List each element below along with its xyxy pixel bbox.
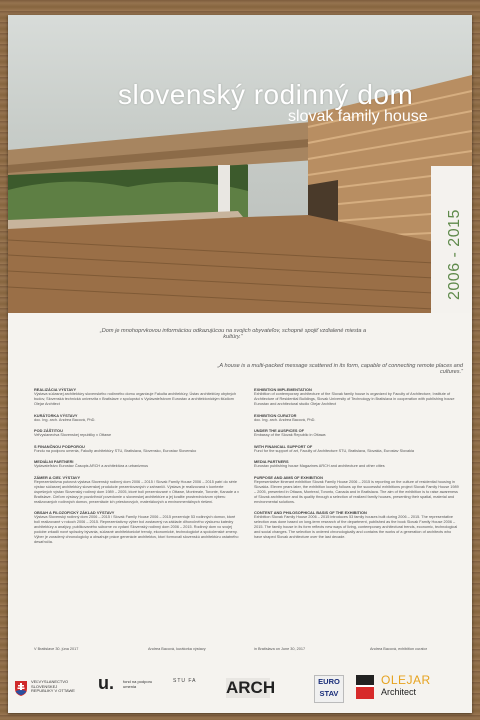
section-text: Eurostav publishing house Magazines ARCH and architecture and other cities (254, 464, 385, 468)
section-zamer (34, 475, 240, 505)
section-text: Veľvyslanectva Slovenskej republiky v Ottawe (34, 433, 112, 437)
section-text: Fund for the support of art, Faculty of Architecture STU, Bratislava, Slovakia, Eurostav Slovakia (254, 448, 414, 453)
fond-logo-text: fond na podporu umenia (123, 679, 153, 689)
section-heading: WITH FINANCIAL SUPPORT OF (254, 443, 313, 449)
section-curator (254, 413, 460, 423)
section-heading: KURÁTORKA VÝSTAVY (34, 412, 78, 418)
section-heading: CONTENT AND PHILOSOPHICAL BASIS OF THE EXHIBITION (254, 510, 367, 515)
section-text: Exhibition Slovak Family House 2006 – 2015 introduces 53 family houses built during 2006 – 2015. The representative selection was done based on long-term research of the department, published as the book Slovak Family House 2006 – 2015. The family house in its form reflects new ways of living, contemporary architectural trends, economic, technological and social changes. The selection is ordered chronologically and contains the works of a generation of architects who have shaped Slovak architecture over the last decade. (254, 515, 458, 539)
section-kuratorka (34, 413, 240, 423)
section-heading: EXHIBITION IMPLEMENTATION (254, 387, 312, 392)
section-content (254, 510, 460, 540)
section-implementation (254, 387, 460, 407)
fond-logo-mark: u. (98, 673, 114, 693)
section-medialni-partneri (34, 459, 240, 469)
footer-place-sk: V Bratislave 30. júna 2017 (34, 647, 79, 651)
partner-logo-box (356, 675, 374, 699)
section-podpora (34, 444, 240, 454)
exhibition-poster (8, 15, 472, 713)
section-realizacia (34, 387, 240, 407)
olejar-logo-subtitle: Architect (381, 687, 417, 697)
section-heading: MEDIA PARTNERS (254, 459, 289, 464)
section-text: Representative itinerant exhibition Slovak Family House 2006 – 2015 is reporting on the culture of residential housing in Slovakia. Eleven years later, the exhibition loosely follows up the successful exhibitions project Slovak Family House 1989 – 2005, presented in Ottawa, Montreal, Toronto, Canada and in Bratislava. The aim of the exhibition is to raise awareness of Slovak architecture and its quality through a selection of realized family houses, presenting their spatial, material and environmental solutions. (254, 479, 459, 504)
house-photo (8, 15, 472, 313)
section-media-partners (254, 459, 460, 469)
section-zastita (34, 428, 240, 438)
section-heading: PURPOSE AND AIMS OF EXHIBITION (254, 474, 323, 480)
section-heading: UNDER THE AUSPICES OF (254, 428, 305, 433)
poster-subtitle: slovak family house (288, 108, 428, 125)
section-text: doc. Ing. arch. Andrea Bacová, PhD. (254, 417, 316, 422)
text-column-slovak (34, 387, 240, 551)
section-heading: MEDIÁLNI PARTNERI (34, 459, 74, 464)
eurostav-logo: EURO STAV (318, 677, 340, 698)
section-text: Vydavateľstvo Eurostav Časopis ARCH a architektúra a urbanizmus (34, 464, 149, 468)
quote-slovak: „Dom je mnohoprvkovou informáciou odkazujúcou na svojich obyvateľov, schopné spojiť vzdialené miesta a kultúry.“ (99, 328, 367, 340)
section-text: Reprezentatívna putovná výstava Slovenský rodinný dom 2006 – 2015 / Slovak Family House 2006 – 2015 patrí do série výstav súčasnej architektúry slovenskej produkcie prezentovaných v zahraničí. Výstava je realizovaná v kontexte úspešných výstav Slovenský rodinný dom 1989 – 2005, ktoré boli prezentované v Ottawe, Montreale, Toronte, Kanade a v Bratislave. Cieľom výstavy je pozdvihnúť povedomie o slovenskej architektúre a jej kvalite prostredníctvom výberu realizovaných rodinných domov, prezentácie ich priestorových, materiálových a environmentálnych riešení. (34, 479, 240, 504)
arch-logo-box (226, 678, 276, 698)
section-heading: OBSAH A FILOZOFICKÝ ZÁKLAD VÝSTAVY (34, 510, 115, 515)
section-auspices (254, 428, 460, 438)
section-heading: EXHIBITION CURATOR (254, 412, 297, 418)
section-heading: ZÁMER A CIEĽ VÝSTAVY (34, 474, 81, 480)
quote-english: „A house is a multi-packed message scattered in its form, capable of connecting remote places and cultures.“ (217, 363, 463, 375)
footer-signature-sk: Andrea Bacová, kurátorka výstavy (148, 647, 206, 651)
section-heading: REALIZÁCIA VÝSTAVY (34, 387, 77, 392)
footer-signature-en: Andrea Bacová, exhibition curator (370, 647, 427, 651)
arch-logo: ARCH (226, 678, 276, 697)
section-text: Embassy of the Slovak Republic in Ottawa (254, 433, 326, 437)
eurostav-logo-box (314, 675, 344, 703)
text-column-english (254, 387, 460, 546)
section-text: Fondu na podporu umenia, Fakulty architektúry STU, Bratislava, Slovensko, Eurostav Slovensko (34, 448, 197, 453)
footer-place-en: in Bratislava on June 30, 2017 (254, 647, 306, 651)
year-range: 2006 - 2015 (446, 209, 463, 300)
section-heading: S FINANČNOU PODPOROU (34, 443, 85, 449)
section-obsah (34, 510, 240, 545)
section-purpose (254, 475, 460, 505)
slovak-coat-of-arms-icon (14, 680, 28, 694)
olejar-logo: OLEJAR (381, 673, 431, 687)
section-heading: POD ZÁŠTITOU (34, 428, 63, 433)
sponsor-logos (8, 662, 472, 713)
embassy-logo-text: VEĽVYSLANECTVO SLOVENSKEJ REPUBLIKY V OTTAWE (31, 679, 75, 693)
section-text: Výstava Slovenský rodinný dom 2006 – 2015 / Slovak Family House 2006 – 2015 prezentuje 53 rodinných domov, ktoré boli realizované v rokoch 2006 – 2015. Reprezentatívny výber bol zostavený na základe dlhoročného výskumu katedry architektúry a analýzy, publikovaného súborne vo vydaní Slovenský rodinný dom 2006 – 2015. Rodinný dom vo svojej podobe zrkadlí nové spôsoby bývania, súčasné architektonické trendy, ekonomické, technologické a spoločenské zmeny. Výber je zoradený chronologicky a obsahuje práce generácie architektov, ktorí formovali slovenskú architektúru ostatného desaťročia. (34, 515, 239, 544)
section-text: doc. Ing. arch. Andrea Bacová, PhD. (34, 417, 96, 422)
stu-logo: STU FA (173, 678, 197, 684)
section-financial-support (254, 444, 460, 454)
section-text: Exhibition of contemporary architecture of the Slovak family house is organized by Faculty of Architecture, Institute of Architecture of Residential Buildings, Slovak University of Technology in Bratislava in cooperation with publishing house Eurostav and architectural studio Olejar Architect (254, 392, 455, 406)
poster-title: slovenský rodinný dom (118, 79, 414, 110)
section-text: Výstava súčasnej architektúry slovenského rodinného domu organizuje Fakulta architektúry, Ústav architektúry obytných budov, Slovenská technická univerzita v Bratislave v spolupráci s Vydavateľstvom Eurostav a architektonickým štúdiom Olejar Architect (34, 392, 237, 406)
